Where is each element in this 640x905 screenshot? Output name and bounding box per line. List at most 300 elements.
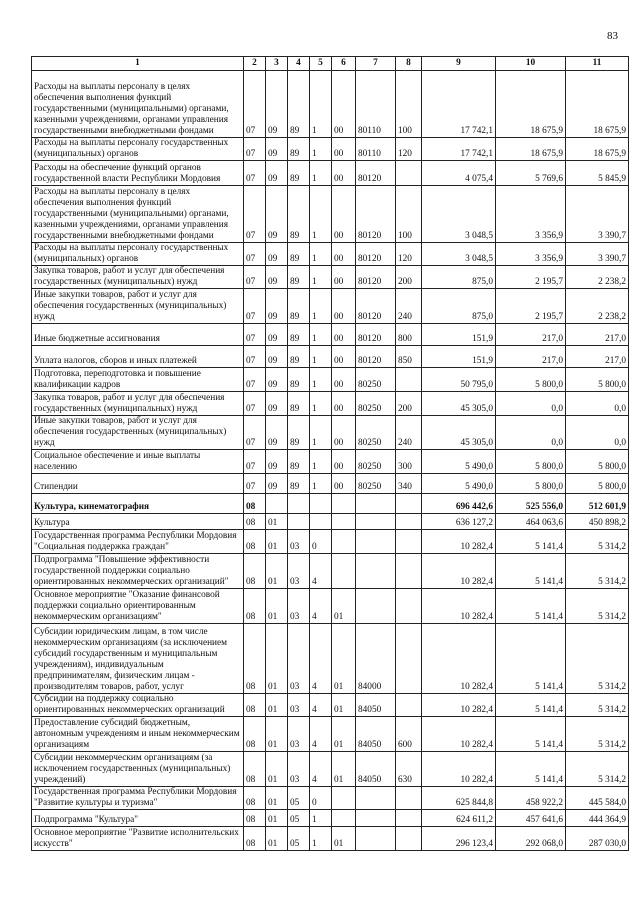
column-header: 10 bbox=[496, 57, 566, 71]
amount-col-10: 3 356,9 bbox=[496, 186, 566, 243]
program-code: 03 bbox=[288, 554, 310, 589]
section-code: 07 bbox=[244, 186, 266, 243]
amount-col-9: 151,9 bbox=[422, 324, 496, 346]
activity-code bbox=[332, 810, 356, 827]
subsection-code: 01 bbox=[266, 717, 288, 752]
subsection-code: 09 bbox=[266, 368, 288, 392]
table-row bbox=[32, 368, 629, 392]
activity-code: 00 bbox=[332, 266, 356, 289]
section-code: 07 bbox=[244, 368, 266, 392]
expense-type-code bbox=[396, 514, 422, 530]
activity-code: 00 bbox=[332, 161, 356, 186]
direction-code: 80110 bbox=[356, 71, 396, 138]
program-code: 89 bbox=[288, 186, 310, 243]
amount-col-11: 217,0 bbox=[566, 346, 629, 368]
amount-col-9: 636 127,2 bbox=[422, 514, 496, 530]
amount-col-11: 5 314,2 bbox=[566, 589, 629, 624]
subprogram-code: 1 bbox=[310, 810, 332, 827]
row-name: Культура bbox=[32, 514, 244, 530]
row-name: Субсидии некоммерческим организациям (за исключением государственных (муниципальных) учреждений) bbox=[32, 752, 244, 787]
section-code: 08 bbox=[244, 752, 266, 787]
column-header: 11 bbox=[566, 57, 629, 71]
amount-col-10: 5 141,4 bbox=[496, 752, 566, 787]
subprogram-code: 1 bbox=[310, 416, 332, 450]
table-row bbox=[32, 186, 629, 243]
column-header: 5 bbox=[310, 57, 332, 71]
amount-col-11: 2 238,2 bbox=[566, 266, 629, 289]
activity-code: 00 bbox=[332, 243, 356, 266]
amount-col-9: 3 048,5 bbox=[422, 243, 496, 266]
program-code: 03 bbox=[288, 589, 310, 624]
program-code: 03 bbox=[288, 530, 310, 554]
row-name: Предоставление субсидий бюджетным, автономным учреждениям и иным некоммерческим организациям bbox=[32, 717, 244, 752]
amount-col-11: 5 314,2 bbox=[566, 752, 629, 787]
program-code: 89 bbox=[288, 346, 310, 368]
expense-type-code bbox=[396, 787, 422, 810]
table-row bbox=[32, 530, 629, 554]
subsection-code: 09 bbox=[266, 324, 288, 346]
table-row bbox=[32, 787, 629, 810]
activity-code bbox=[332, 554, 356, 589]
section-code: 07 bbox=[244, 289, 266, 324]
program-code: 89 bbox=[288, 71, 310, 138]
amount-col-11: 5 314,2 bbox=[566, 694, 629, 717]
subprogram-code: 4 bbox=[310, 717, 332, 752]
subprogram-code: 1 bbox=[310, 71, 332, 138]
amount-col-10: 464 063,6 bbox=[496, 514, 566, 530]
activity-code: 00 bbox=[332, 71, 356, 138]
activity-code: 00 bbox=[332, 186, 356, 243]
section-code: 07 bbox=[244, 450, 266, 474]
amount-col-10: 217,0 bbox=[496, 324, 566, 346]
activity-code: 01 bbox=[332, 624, 356, 694]
amount-col-10: 5 800,0 bbox=[496, 450, 566, 474]
program-code: 89 bbox=[288, 266, 310, 289]
row-name: Расходы на выплаты персоналу государственных (муниципальных) органов bbox=[32, 243, 244, 266]
activity-code: 00 bbox=[332, 324, 356, 346]
subsection-code: 09 bbox=[266, 346, 288, 368]
activity-code: 01 bbox=[332, 589, 356, 624]
amount-col-9: 10 282,4 bbox=[422, 694, 496, 717]
subsection-code: 09 bbox=[266, 450, 288, 474]
amount-col-11: 0,0 bbox=[566, 416, 629, 450]
expense-type-code bbox=[396, 589, 422, 624]
row-name: Социальное обеспечение и иные выплаты населению bbox=[32, 450, 244, 474]
direction-code bbox=[356, 810, 396, 827]
row-name: Иные закупки товаров, работ и услуг для обеспечения государственных (муниципальных) нужд bbox=[32, 416, 244, 450]
column-header: 1 bbox=[32, 57, 244, 71]
subprogram-code: 4 bbox=[310, 554, 332, 589]
amount-col-10: 5 769,6 bbox=[496, 161, 566, 186]
table-row bbox=[32, 266, 629, 289]
amount-col-10: 3 356,9 bbox=[496, 243, 566, 266]
expense-type-code: 200 bbox=[396, 266, 422, 289]
row-name: Расходы на выплаты персоналу в целях обеспечения выполнения функций государственными (муниципальными) органами, казенными учреждениями, органами управления государственными внебюджетными фондами bbox=[32, 186, 244, 243]
amount-col-9: 624 611,2 bbox=[422, 810, 496, 827]
section-code: 08 bbox=[244, 514, 266, 530]
subsection-code: 01 bbox=[266, 589, 288, 624]
subsection-code: 01 bbox=[266, 694, 288, 717]
expense-type-code: 340 bbox=[396, 474, 422, 494]
section-code: 07 bbox=[244, 161, 266, 186]
row-name: Расходы на выплаты персоналу государственных (муниципальных) органов bbox=[32, 138, 244, 161]
row-name: Субсидии юридическим лицам, в том числе некоммерческим организациям (за исключением субсидий государственным и муниципальным учреждениям), индивидуальным предпринимателям, физическим лицам - производителям товаров, работ, услуг bbox=[32, 624, 244, 694]
amount-col-9: 45 305,0 bbox=[422, 416, 496, 450]
amount-col-9: 5 490,0 bbox=[422, 450, 496, 474]
expense-type-code: 100 bbox=[396, 186, 422, 243]
direction-code: 80120 bbox=[356, 186, 396, 243]
amount-col-9: 10 282,4 bbox=[422, 717, 496, 752]
expense-type-code: 100 bbox=[396, 71, 422, 138]
row-name: Подготовка, переподготовка и повышение квалификации кадров bbox=[32, 368, 244, 392]
direction-code: 84050 bbox=[356, 717, 396, 752]
table-row bbox=[32, 514, 629, 530]
activity-code: 01 bbox=[332, 827, 356, 851]
direction-code: 80250 bbox=[356, 450, 396, 474]
program-code: 89 bbox=[288, 416, 310, 450]
amount-col-9: 4 075,4 bbox=[422, 161, 496, 186]
amount-col-9: 10 282,4 bbox=[422, 530, 496, 554]
subsection-code: 09 bbox=[266, 186, 288, 243]
subsection-code: 09 bbox=[266, 71, 288, 138]
amount-col-9: 10 282,4 bbox=[422, 752, 496, 787]
section-code: 07 bbox=[244, 416, 266, 450]
amount-col-11: 5 314,2 bbox=[566, 717, 629, 752]
amount-col-10: 18 675,9 bbox=[496, 71, 566, 138]
amount-col-10: 0,0 bbox=[496, 416, 566, 450]
amount-col-11: 5 800,0 bbox=[566, 474, 629, 494]
amount-col-10: 0,0 bbox=[496, 392, 566, 416]
column-header: 3 bbox=[266, 57, 288, 71]
amount-col-9: 17 742,1 bbox=[422, 138, 496, 161]
amount-col-9: 875,0 bbox=[422, 266, 496, 289]
column-header: 7 bbox=[356, 57, 396, 71]
subsection-code: 09 bbox=[266, 474, 288, 494]
table-row bbox=[32, 392, 629, 416]
direction-code: 80120 bbox=[356, 243, 396, 266]
amount-col-11: 5 314,2 bbox=[566, 624, 629, 694]
subsection-code bbox=[266, 494, 288, 514]
direction-code bbox=[356, 787, 396, 810]
subprogram-code: 0 bbox=[310, 530, 332, 554]
amount-col-11: 450 898,2 bbox=[566, 514, 629, 530]
amount-col-10: 5 141,4 bbox=[496, 589, 566, 624]
section-code: 07 bbox=[244, 392, 266, 416]
program-code: 89 bbox=[288, 243, 310, 266]
activity-code: 00 bbox=[332, 346, 356, 368]
subprogram-code: 1 bbox=[310, 324, 332, 346]
section-code: 08 bbox=[244, 554, 266, 589]
program-code: 03 bbox=[288, 694, 310, 717]
table-row bbox=[32, 71, 629, 138]
direction-code: 80120 bbox=[356, 161, 396, 186]
amount-col-9: 50 795,0 bbox=[422, 368, 496, 392]
subprogram-code: 0 bbox=[310, 787, 332, 810]
table-row bbox=[32, 827, 629, 851]
section-code: 07 bbox=[244, 266, 266, 289]
row-name: Закупка товаров, работ и услуг для обеспечения государственных (муниципальных) нужд bbox=[32, 266, 244, 289]
expense-type-code: 120 bbox=[396, 138, 422, 161]
subprogram-code: 1 bbox=[310, 474, 332, 494]
amount-col-10: 5 800,0 bbox=[496, 368, 566, 392]
direction-code: 84050 bbox=[356, 694, 396, 717]
subprogram-code: 1 bbox=[310, 243, 332, 266]
section-code: 07 bbox=[244, 474, 266, 494]
section-code: 07 bbox=[244, 324, 266, 346]
amount-col-9: 10 282,4 bbox=[422, 589, 496, 624]
expense-type-code bbox=[396, 810, 422, 827]
direction-code: 80250 bbox=[356, 416, 396, 450]
direction-code: 80120 bbox=[356, 266, 396, 289]
subprogram-code: 4 bbox=[310, 752, 332, 787]
expense-type-code bbox=[396, 554, 422, 589]
subsection-code: 01 bbox=[266, 752, 288, 787]
section-code: 08 bbox=[244, 827, 266, 851]
activity-code: 01 bbox=[332, 694, 356, 717]
amount-col-11: 2 238,2 bbox=[566, 289, 629, 324]
activity-code bbox=[332, 494, 356, 514]
amount-col-9: 5 490,0 bbox=[422, 474, 496, 494]
activity-code: 01 bbox=[332, 717, 356, 752]
direction-code bbox=[356, 514, 396, 530]
program-code: 05 bbox=[288, 827, 310, 851]
program-code: 89 bbox=[288, 450, 310, 474]
amount-col-11: 444 364,9 bbox=[566, 810, 629, 827]
column-header: 9 bbox=[422, 57, 496, 71]
section-code: 07 bbox=[244, 243, 266, 266]
subprogram-code: 1 bbox=[310, 266, 332, 289]
program-code bbox=[288, 494, 310, 514]
program-code: 89 bbox=[288, 161, 310, 186]
subprogram-code bbox=[310, 514, 332, 530]
activity-code bbox=[332, 787, 356, 810]
table-row bbox=[32, 717, 629, 752]
row-name: Субсидии на поддержку социально ориентированных некоммерческих организаций bbox=[32, 694, 244, 717]
direction-code bbox=[356, 589, 396, 624]
expense-type-code: 600 bbox=[396, 717, 422, 752]
subprogram-code: 1 bbox=[310, 138, 332, 161]
amount-col-10: 5 800,0 bbox=[496, 474, 566, 494]
program-code: 89 bbox=[288, 368, 310, 392]
amount-col-10: 458 922,2 bbox=[496, 787, 566, 810]
row-name: Расходы на выплаты персоналу в целях обеспечения выполнения функций государственными (муниципальными) органами, казенными учреждениями, органами управления государственными внебюджетными фондами bbox=[32, 71, 244, 138]
amount-col-11: 5 314,2 bbox=[566, 554, 629, 589]
row-name: Стипендии bbox=[32, 474, 244, 494]
amount-col-10: 2 195,7 bbox=[496, 289, 566, 324]
amount-col-10: 292 068,0 bbox=[496, 827, 566, 851]
amount-col-10: 5 141,4 bbox=[496, 554, 566, 589]
section-code: 08 bbox=[244, 589, 266, 624]
amount-col-11: 5 314,2 bbox=[566, 530, 629, 554]
subsection-code: 09 bbox=[266, 392, 288, 416]
amount-col-9: 875,0 bbox=[422, 289, 496, 324]
subsection-code: 01 bbox=[266, 810, 288, 827]
direction-code: 80120 bbox=[356, 324, 396, 346]
amount-col-9: 3 048,5 bbox=[422, 186, 496, 243]
amount-col-9: 625 844,8 bbox=[422, 787, 496, 810]
expense-type-code bbox=[396, 530, 422, 554]
section-code: 08 bbox=[244, 694, 266, 717]
program-code: 89 bbox=[288, 392, 310, 416]
subprogram-code: 4 bbox=[310, 624, 332, 694]
row-name: Закупка товаров, работ и услуг для обеспечения государственных (муниципальных) нужд bbox=[32, 392, 244, 416]
direction-code: 84000 bbox=[356, 624, 396, 694]
program-code: 89 bbox=[288, 289, 310, 324]
program-code: 89 bbox=[288, 138, 310, 161]
direction-code: 84050 bbox=[356, 752, 396, 787]
table-row bbox=[32, 346, 629, 368]
amount-col-11: 3 390,7 bbox=[566, 186, 629, 243]
budget-table bbox=[31, 56, 629, 851]
table-row bbox=[32, 624, 629, 694]
program-code: 05 bbox=[288, 810, 310, 827]
amount-col-9: 10 282,4 bbox=[422, 624, 496, 694]
subsection-code: 09 bbox=[266, 289, 288, 324]
subprogram-code bbox=[310, 494, 332, 514]
expense-type-code: 120 bbox=[396, 243, 422, 266]
direction-code: 80120 bbox=[356, 346, 396, 368]
amount-col-10: 5 141,4 bbox=[496, 717, 566, 752]
amount-col-11: 287 030,0 bbox=[566, 827, 629, 851]
expense-type-code: 850 bbox=[396, 346, 422, 368]
subprogram-code: 4 bbox=[310, 589, 332, 624]
subprogram-code: 1 bbox=[310, 392, 332, 416]
expense-type-code bbox=[396, 494, 422, 514]
amount-col-11: 18 675,9 bbox=[566, 71, 629, 138]
row-name: Расходы на обеспечение функций органов государственной власти Республики Мордовия bbox=[32, 161, 244, 186]
row-name: Культура, кинематография bbox=[32, 494, 244, 514]
subsection-code: 09 bbox=[266, 266, 288, 289]
subprogram-code: 1 bbox=[310, 450, 332, 474]
amount-col-11: 0,0 bbox=[566, 392, 629, 416]
row-name: Иные бюджетные ассигнования bbox=[32, 324, 244, 346]
amount-col-11: 3 390,7 bbox=[566, 243, 629, 266]
subprogram-code: 1 bbox=[310, 368, 332, 392]
amount-col-11: 512 601,9 bbox=[566, 494, 629, 514]
table-row bbox=[32, 243, 629, 266]
direction-code bbox=[356, 494, 396, 514]
amount-col-11: 5 800,0 bbox=[566, 368, 629, 392]
expense-type-code bbox=[396, 161, 422, 186]
table-row bbox=[32, 474, 629, 494]
subsection-code: 09 bbox=[266, 138, 288, 161]
activity-code: 00 bbox=[332, 368, 356, 392]
direction-code: 80250 bbox=[356, 368, 396, 392]
table-row bbox=[32, 450, 629, 474]
table-row bbox=[32, 810, 629, 827]
activity-code: 00 bbox=[332, 289, 356, 324]
section-code: 08 bbox=[244, 810, 266, 827]
amount-col-10: 457 641,6 bbox=[496, 810, 566, 827]
subsection-code: 09 bbox=[266, 416, 288, 450]
section-code: 08 bbox=[244, 624, 266, 694]
expense-type-code: 800 bbox=[396, 324, 422, 346]
amount-col-11: 18 675,9 bbox=[566, 138, 629, 161]
expense-type-code: 240 bbox=[396, 289, 422, 324]
column-header: 2 bbox=[244, 57, 266, 71]
subsection-code: 09 bbox=[266, 161, 288, 186]
subsection-code: 01 bbox=[266, 624, 288, 694]
amount-col-11: 445 584,0 bbox=[566, 787, 629, 810]
subprogram-code: 1 bbox=[310, 289, 332, 324]
subsection-code: 01 bbox=[266, 530, 288, 554]
program-code: 03 bbox=[288, 752, 310, 787]
subprogram-code: 1 bbox=[310, 186, 332, 243]
expense-type-code bbox=[396, 368, 422, 392]
subsection-code: 01 bbox=[266, 514, 288, 530]
amount-col-10: 5 141,4 bbox=[496, 530, 566, 554]
header-row bbox=[32, 57, 629, 71]
expense-type-code: 300 bbox=[396, 450, 422, 474]
amount-col-10: 525 556,0 bbox=[496, 494, 566, 514]
table-row bbox=[32, 416, 629, 450]
table-row bbox=[32, 694, 629, 717]
subprogram-code: 1 bbox=[310, 346, 332, 368]
row-name: Государственная программа Республики Мордовия "Социальная поддержка граждан" bbox=[32, 530, 244, 554]
section-code: 08 bbox=[244, 717, 266, 752]
activity-code: 00 bbox=[332, 450, 356, 474]
row-name: Основное мероприятие "Развитие исполнительских искусств" bbox=[32, 827, 244, 851]
subprogram-code: 1 bbox=[310, 827, 332, 851]
amount-col-9: 296 123,4 bbox=[422, 827, 496, 851]
program-code: 89 bbox=[288, 324, 310, 346]
amount-col-10: 5 141,4 bbox=[496, 624, 566, 694]
section-code: 07 bbox=[244, 71, 266, 138]
table-row bbox=[32, 554, 629, 589]
expense-type-code: 630 bbox=[396, 752, 422, 787]
activity-code: 00 bbox=[332, 474, 356, 494]
section-code: 08 bbox=[244, 494, 266, 514]
column-header: 8 bbox=[396, 57, 422, 71]
subsection-code: 09 bbox=[266, 243, 288, 266]
program-code: 03 bbox=[288, 717, 310, 752]
table-row bbox=[32, 161, 629, 186]
activity-code: 00 bbox=[332, 138, 356, 161]
table-row bbox=[32, 289, 629, 324]
section-code: 08 bbox=[244, 787, 266, 810]
activity-code: 01 bbox=[332, 752, 356, 787]
amount-col-11: 5 800,0 bbox=[566, 450, 629, 474]
program-code: 89 bbox=[288, 474, 310, 494]
expense-type-code bbox=[396, 624, 422, 694]
program-code: 03 bbox=[288, 624, 310, 694]
amount-col-9: 10 282,4 bbox=[422, 554, 496, 589]
expense-type-code bbox=[396, 694, 422, 717]
subsection-code: 01 bbox=[266, 827, 288, 851]
page-number: 83 bbox=[607, 30, 618, 42]
amount-col-10: 2 195,7 bbox=[496, 266, 566, 289]
activity-code: 00 bbox=[332, 392, 356, 416]
section-code: 07 bbox=[244, 138, 266, 161]
row-name: Подпрограмма "Повышение эффективности государственной поддержки социально ориентированных некоммерческих организаций" bbox=[32, 554, 244, 589]
direction-code bbox=[356, 827, 396, 851]
direction-code: 80120 bbox=[356, 289, 396, 324]
program-code: 05 bbox=[288, 787, 310, 810]
amount-col-9: 151,9 bbox=[422, 346, 496, 368]
direction-code: 80250 bbox=[356, 392, 396, 416]
expense-type-code bbox=[396, 827, 422, 851]
table-row bbox=[32, 138, 629, 161]
subprogram-code: 4 bbox=[310, 694, 332, 717]
activity-code bbox=[332, 530, 356, 554]
row-name: Основное мероприятие "Оказание финансовой поддержки социально ориентированным некоммерческим организациям" bbox=[32, 589, 244, 624]
section-code: 07 bbox=[244, 346, 266, 368]
expense-type-code: 200 bbox=[396, 392, 422, 416]
column-header: 4 bbox=[288, 57, 310, 71]
table-row bbox=[32, 752, 629, 787]
table-row bbox=[32, 589, 629, 624]
direction-code bbox=[356, 554, 396, 589]
